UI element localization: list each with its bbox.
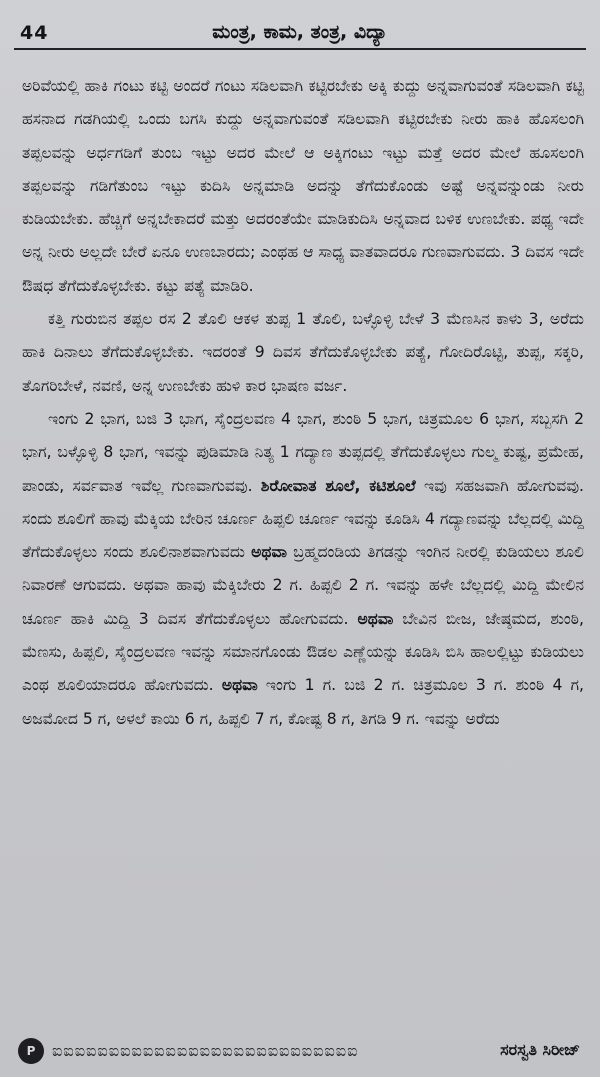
paragraph-text: ಬೇವಿನ ಬೀಜ, ಜೇಷ್ಠಮದ, ಶುಂಠಿ, ಮೆಣಸು, ಹಿಪ್ಪಲಿ, ಸೈಂದ್ರಲವಣ ಇವನ್ನು ಸಮಾನಗೊಂಡು ಔಡಲ ಎಣ್ಣೆಯನ್ನು ಕೂಡಿಸಿ ಬಿಸಿ ಹಾಲಲ್ಲಿಟ್ಟು ಕುಡಿಯಲು ಎಂಥ ಶೂಲಿಯಾದರೂ ಹೋಗುವದು. [22,609,585,695]
page-header [14,14,586,50]
bold-term: ಅಥವಾ [357,609,394,628]
bold-term: ಅಥವಾ [221,676,258,695]
page-number: 44 [20,22,49,44]
paragraph-text: ಕತ್ತಿ ಗುರುಬಿನ ತಪ್ಪಲ ರಸ 2 ತೊಲಿ ಆಕಳ ತುಪ್ಪ 1 ತೊಲಿ, ಬಳ್ಳೊಳ್ಳಿ ಬೇಳೆ 3 ಮೆಣಸಿನ ಕಾಳು 3, ಅರೆದು ಹಾಕಿ ದಿನಾಲು ತೆಗೆದುಕೊಳ್ಳಬೇಕು. ಇದರಂತೆ 9 ದಿವಸ ತೆಗೆದುಕೊಳ್ಳಬೇಕು ಪತ್ಯೆ, ಗೋದಿರೊಟ್ಟಿ, ತುಪ್ಪ, ಸಕ್ಕರಿ, ತೊಗರಿಬೇಳೆ, ನವಣಿ, ಅನ್ನ ಉಣಬೇಕು ಹುಳಿ ಕಾರ ಭಾಷಣ ವರ್ಜ. [22,310,584,395]
paragraph-text: ಬ್ರಹ್ಮದಂಡಿಯ ತಿಗಡನ್ನು ಇಂಗಿನ ನೀರಲ್ಲಿ ಕುಡಿಯಲು ಶೂಲಿ ನಿವಾರಣೆ ಆಗುವದು. ಅಥವಾ ಹಾವು ಮೆಕ್ಕಿಬೇರು 2 ಗ. ಹಿಪ್ಪಲಿ 2 ಗ. ಇವನ್ನು ಹಳೇ ಬೆಲ್ಲದಲ್ಲಿ ಮಿದ್ದಿ ಮೇಲಿನ ಚೂರ್ಣ ಹಾಕಿ ಮಿದ್ದಿ 3 ದಿವಸ ತೆಗೆದುಕೊಳ್ಳಲು ಹೋಗುವದು. [22,543,584,628]
paragraph [22,70,584,303]
paragraph [22,303,584,403]
running-title: ಮಂತ್ರ, ಕಾಮ, ತಂತ್ರ, ವಿದ್ಯಾ [212,21,388,43]
paragraph-text: ಇಂಗು 1 ಗ. ಬಜಿ 2 ಗ. ಚಿತ್ರಮೂಲ 3 ಗ. ಶುಂಠಿ 4 ಗ, ಅಜಮೋದ 5 ಗ, ಅಳಲೆ ಕಾಯಿ 6 ಗ, ಹಿಪ್ಪಲಿ 7 ಗ, ಕೋಷ್ಟ 8 ಗ, ತಿಗಡಿ 9 ಗ. ಇವನ್ನು ಅರೆದು [22,676,584,728]
paragraph [22,403,584,736]
bold-term: ಶಿರೋವಾತ ಶೂಲೆ, ಕಟಿಶೂಲೆ [260,476,416,495]
series-name: ಸರಸ್ವತಿ ಸಿರೀಜ್ [500,1040,580,1059]
paragraph-text: ಇವು ಸಹಜವಾಗಿ ಹೋಗುವವು. ಸಂದು ಶೂಲಿಗೆ ಹಾವು ಮೆಕ್ಕಿಯ ಬೇರಿನ ಚೂರ್ಣ ಹಿಪ್ಪಲಿ ಚೂರ್ಣ ಇವನ್ನು ಕೂಡಿಸಿ 4 ಗದ್ಯಾಣವನ್ನು ಬೆಲ್ಲದಲ್ಲಿ ಮಿದ್ದಿ ತೆಗೆದುಕೊಳ್ಳಲು ಸಂದು ಶೂಲಿನಾಶವಾಗುವದು [22,476,584,562]
paragraph-text: ಇಂಗು 2 ಭಾಗ, ಬಜಿ 3 ಭಾಗ, ಸೈಂದ್ರಲವಣ 4 ಭಾಗ, ಶುಂಠಿ 5 ಭಾಗ, ಚಿತ್ರಮೂಲ 6 ಭಾಗ, ಸಬ್ಬಸಗಿ 2 ಭಾಗ, ಬಳ್ಳೊಳ್ಳಿ 8 ಭಾಗ, ಇವನ್ನು ಪುಡಿಮಾಡಿ ನಿತ್ಯ 1 ಗದ್ಯಾಣ ತುಪ್ಪದಲ್ಲಿ ತೆಗೆದುಕೊಳ್ಳಲು ಗುಲ್ಮ ಕುಷ್ಟ, ಪ್ರಮೇಹ, ಪಾಂಡು, ಸರ್ವವಾತ ಇವೆಲ್ಲ ಗುಣವಾಗುವವು. [22,409,584,495]
page-footer [14,1036,586,1066]
body-text [22,70,584,736]
bold-term: ಅಥವಾ [251,543,288,562]
footer-ornament: ಐಐಐಐಐಐಐಐಐಐಐಐಐಐಐಐಐಐಐಐಐಐಐಐಐಐಐ [52,1041,359,1060]
paragraph-text: ಅರಿವೆಯಲ್ಲಿ ಹಾಕಿ ಗಂಟು ಕಟ್ಟಿ ಅಂದರೆ ಗಂಟು ಸಡಿಲವಾಗಿ ಕಟ್ಟಿರಬೇಕು ಅಕ್ಕಿ ಕುದ್ದು ಅನ್ನವಾಗುವಂತೆ ಸಡಿಲವಾಗಿ ಕಟ್ಟಿ ಹಸನಾದ ಗಡಗಿಯಲ್ಲಿ ಒಂದು ಬಗಸಿ ಕುದ್ದು ಅನ್ನವಾಗುವಂತೆ ಸಡಿಲವಾಗಿ ಕಟ್ಟಿರಬೇಕು ನೀರು ಹಾಕಿ ಹೊಸಲಂಗಿ ತಪ್ಪಲವನ್ನು ಅರ್ಧಗಡಿಗೆ ತುಂಬ ಇಟ್ಟು ಅದರ ಮೇಲೆ ಆ ಅಕ್ಕಿಗಂಟು ಇಟ್ಟು ಮತ್ತೆ ಅದರ ಮೇಲೆ ಹೂಸಲಂಗಿ ತಪ್ಪಲವನ್ನು ಗಡಿಗೆತುಂಬ ಇಟ್ಟು ಕುದಿಸಿ ಅನ್ನಮಾಡಿ ಅದನ್ನು ತೆಗೆದುಕೊಂಡು ಅಷ್ಟೆ ಅನ್ನವನ್ನುಂಡು ನೀರು ಕುಡಿಯಬೇಕು. ಹೆಚ್ಚಿಗೆ ಅನ್ನಬೇಕಾದರೆ ಮತ್ತು ಅದರಂತೆಯೇ ಮಾಡಿಕುದಿಸಿ ಅನ್ನವಾದ ಬಳಿಕ ಉಣಬೇಕು. ಪಥ್ಯ ಇದೇ ಅನ್ನ ನೀರು ಅಲ್ಲದೇ ಬೇರೆ ಏನೂ ಉಣಬಾರದು; ಎಂಥಹ ಆ ಸಾಧ್ಯ ವಾತವಾದರೂ ಗುಣವಾಗುವದು. 3 ದಿವಸ ಇದೇ ಔಷಧ ತೆಗೆದುಕೊಳ್ಳಬೇಕು. ಕಟ್ಟು ಪತ್ಯೆ ಮಾಡಿರಿ. [22,77,584,295]
publisher-logo-icon: P [18,1038,44,1064]
header-divider [14,48,586,50]
